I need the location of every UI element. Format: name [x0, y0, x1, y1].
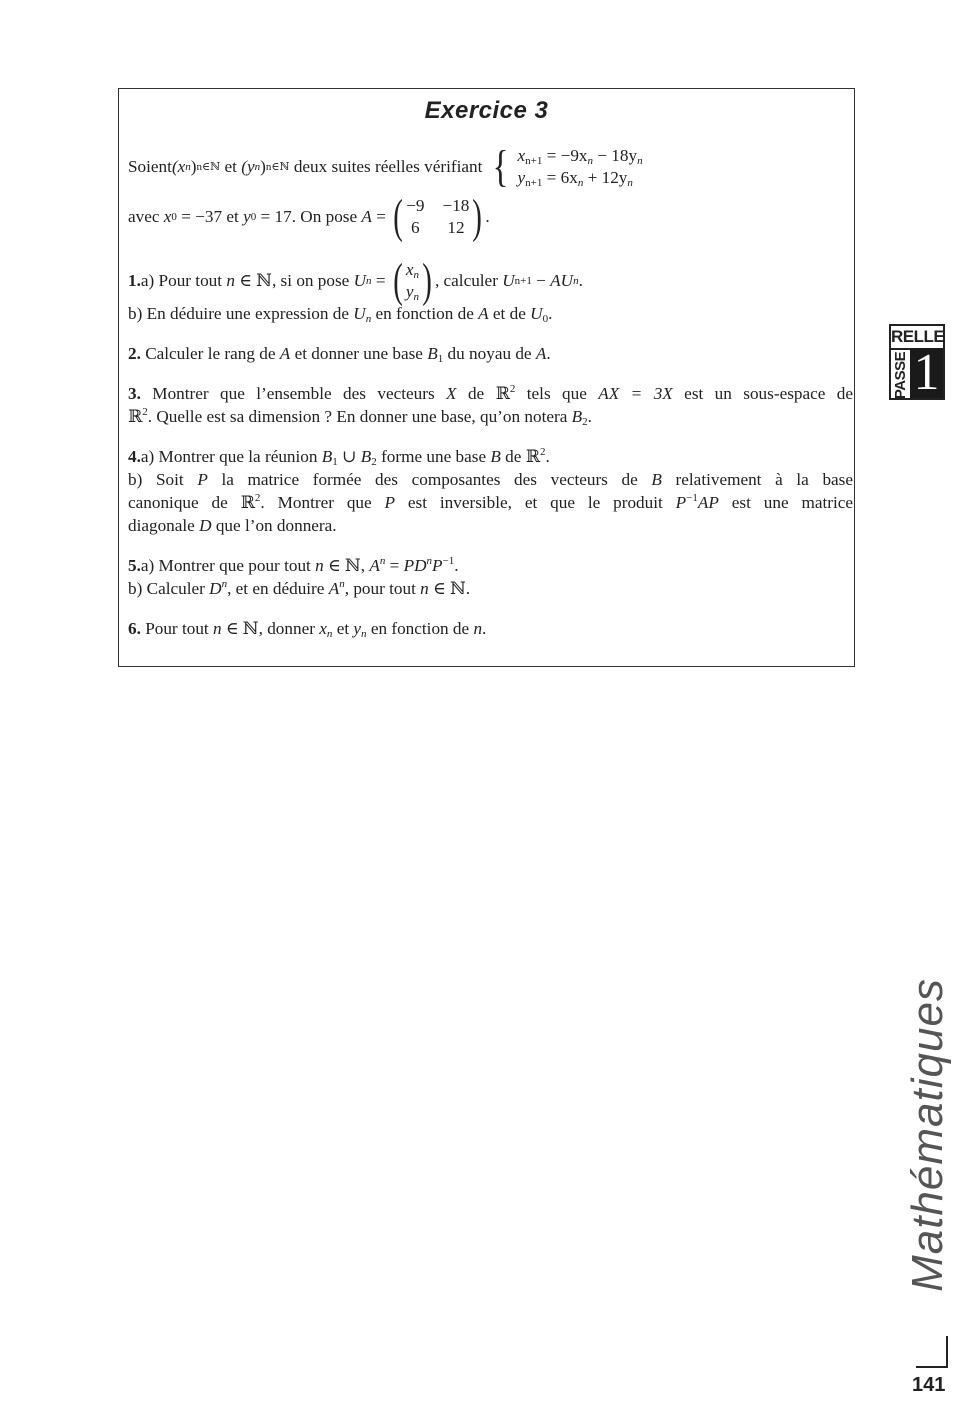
subject-label: Mathématiques: [903, 978, 953, 1292]
matrix-line: avec x 0 = −37 et y 0 = 17. On pose A = ( −9 −18 6 12 ) .: [128, 190, 490, 243]
question-2: 2. Calculer le rang de A et donner une base $B_1$ du noyau de A.: [128, 344, 551, 365]
question-4b-line3: diagonale D que l’on donnera.: [128, 516, 337, 535]
question-1a: 1. a) Pour tout n ∈ ℕ, si on pose U n = ( $x_n$ $y_n$ ) , calculer U n+1 − AU n .: [128, 254, 583, 307]
corner-mark-horizontal: [916, 1366, 948, 1368]
logo-number: 1: [910, 348, 943, 398]
matrix-A: −9 −18 6 12: [406, 196, 470, 237]
vector-Un: $x_n$ $y_n$: [405, 260, 419, 303]
question-4a: 4.a) Montrer que la réunion $B_1$ ∪ $B_2$ forme une base B de ℝ$^2$.: [128, 446, 550, 468]
exercise-title: Exercice 3: [424, 97, 549, 124]
passerelle-logo: [889, 324, 945, 400]
question-5b: b) Calculer $D^n$, et en déduire $A^n$, pour tout n ∈ ℕ.: [128, 578, 471, 598]
question-5a: 5.a) Montrer que pour tout n ∈ ℕ, $A^n = PD^nP^{-1}$.: [128, 555, 459, 575]
question-3-line1: 3. Montrer que l’ensemble des vecteurs X de ℝ$^2$ tels que AX = 3X est un sous-espace de: [128, 383, 853, 403]
recurrence-system: $x_{n+1} = -9x_n - 18y_n$ $y_{n+1} = 6x_n + 12y_n$: [517, 146, 643, 189]
intro-line: Soient (x n ) n∈ℕ et (y n ) n∈ℕ deux suites réelles vérifiant { $x_{n+1} = -9x_n - 18y_n$ $y_{n+1} = 6x_n + 12y_n$: [128, 142, 643, 191]
question-4b-line2: canonique de ℝ$^2$. Montrer que P est inversible, et que le produit $P^{-1}AP$ est une matrice: [128, 492, 853, 512]
corner-mark-vertical: [946, 1336, 948, 1368]
question-3-line2: ℝ$^2$. Quelle est sa dimension ? En donner une base, qu’on notera $B_2$.: [128, 406, 592, 428]
question-1b: b) En déduire une expression de $U_n$ en fonction de A et de $U_0$.: [128, 304, 553, 325]
logo-side-text: PASSE: [892, 351, 910, 399]
system-brace: {: [493, 142, 509, 191]
exercise-box: [118, 88, 855, 667]
logo-top-text: RELLE: [891, 326, 943, 350]
question-4b-line1: b) Soit P la matrice formée des composantes des vecteurs de B relativement à la base: [128, 470, 853, 489]
question-6: 6. Pour tout n ∈ ℕ, donner $x_n$ et $y_n$ en fonction de n.: [128, 619, 487, 640]
page-number: 141: [912, 1374, 946, 1396]
